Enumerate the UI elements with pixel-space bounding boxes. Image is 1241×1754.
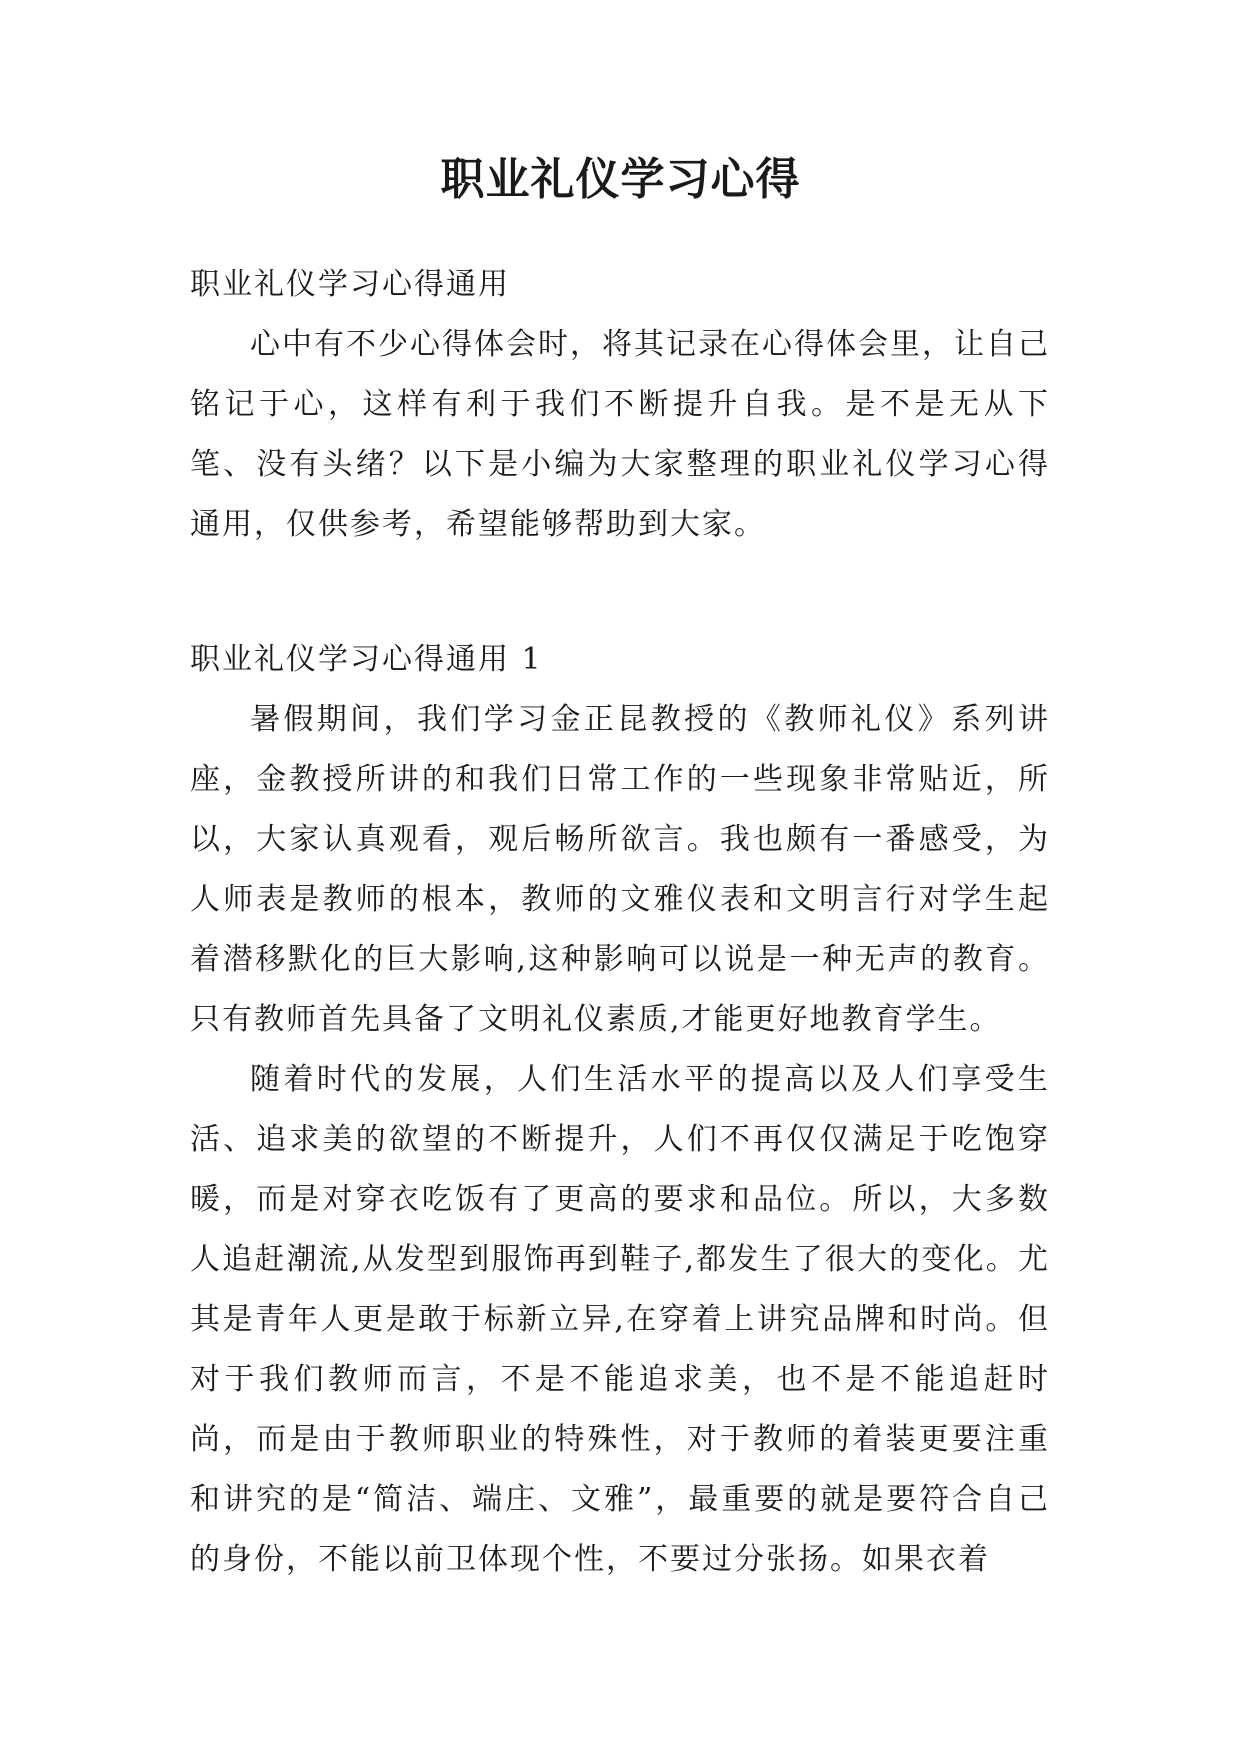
paragraph: 暑假期间，我们学习金正昆教授的《教师礼仪》系列讲座，金教授所讲的和我们日常工作的一些现象非常贴近，所以，大家认真观看，观后畅所欲言。我也颇有一番感受，为人师表是教师的根本，教师的文雅仪表和文明言行对学生起着潜移默化的巨大影响,这种影响可以说是一种无声的教育。只有教师首先具备了文明礼仪素质,才能更好地教育学生。	[190, 702, 1050, 1037]
intro-section	[190, 255, 1050, 555]
section-heading: 职业礼仪学习心得通用 1	[190, 642, 543, 677]
document-title: 职业礼仪学习心得	[440, 154, 801, 205]
section-heading: 职业礼仪学习心得通用	[190, 267, 510, 302]
paragraph: 随着时代的发展，人们生活水平的提高以及人们享受生活、追求美的欲望的不断提升，人们不再仅仅满足于吃饱穿暖，而是对穿衣吃饭有了更高的要求和品位。所以，大多数人追赶潮流,从发型到服饰再到鞋子,都发生了很大的变化。尤其是青年人更是敢于标新立异,在穿着上讲究品牌和时尚。但对于我们教师而言，不是不能追求美，也不是不能追赶时尚，而是由于教师职业的特殊性，对于教师的着装更要注重和讲究的是“简洁、端庄、文雅”，最重要的就是要符合自己的身份，不能以前卫体现个性，不要过分张扬。如果衣着	[190, 1062, 1050, 1577]
section-1	[190, 630, 1050, 1590]
paragraph: 心中有不少心得体会时，将其记录在心得体会里，让自己铭记于心，这样有利于我们不断提升自我。是不是无从下笔、没有头绪？以下是小编为大家整理的职业礼仪学习心得通用，仅供参考，希望能够帮助到大家。	[190, 327, 1050, 542]
